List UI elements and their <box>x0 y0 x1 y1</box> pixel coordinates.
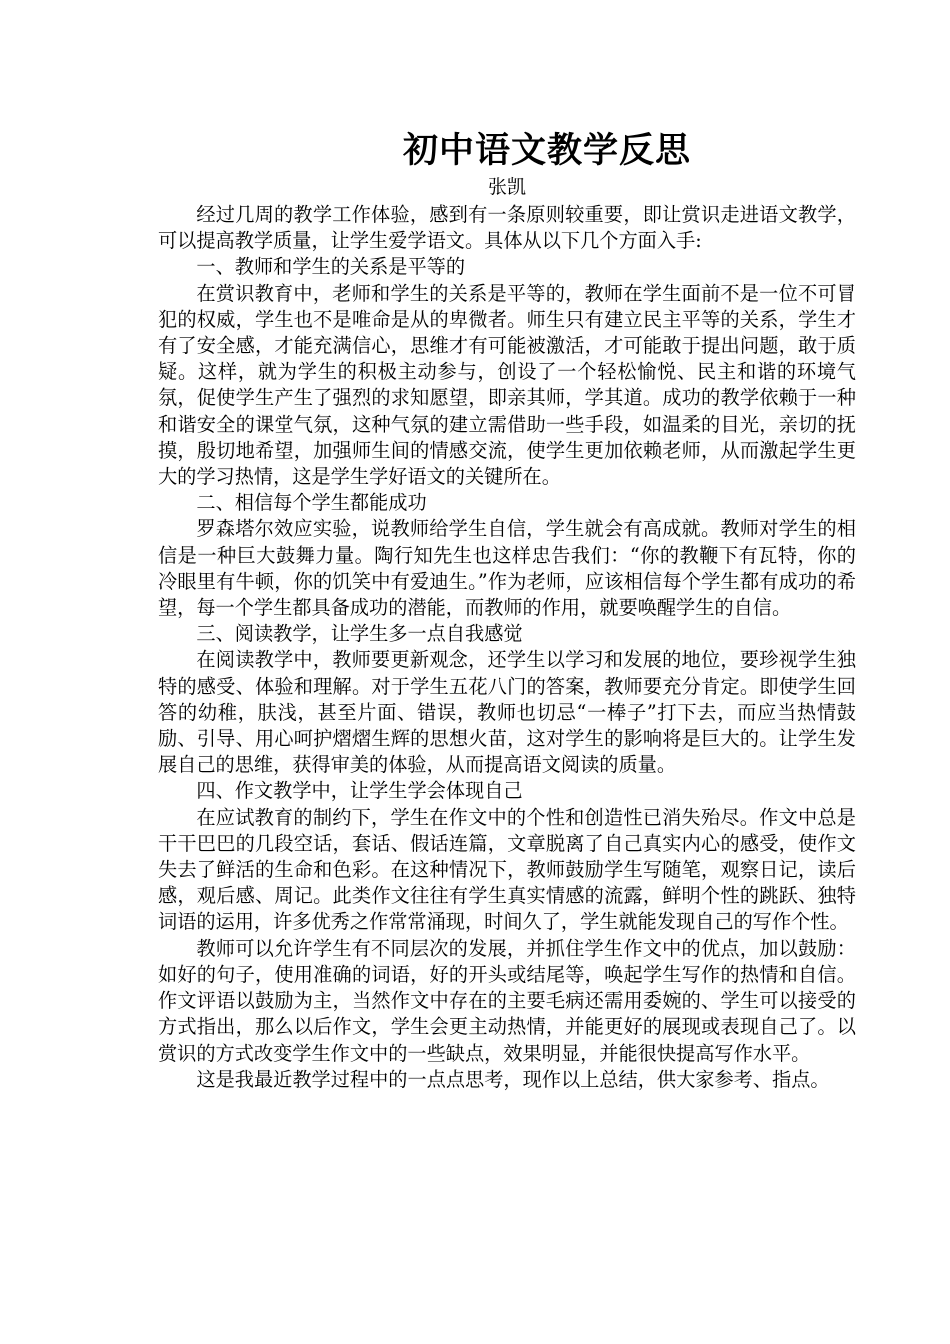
section-paragraph-1: 在赏识教育中，老师和学生的关系是平等的，教师在学生面前不是一位不可冒犯的权威，学生也不是唯命是从的卑微者。师生只有建立民主平等的关系，学生才有了安全感，才能充满信心，思维才有可能被激活，才可能敢于提出问题，敢于质疑。这样，就为学生的积极主动参与，创设了一个轻松愉悦、民主和谐的环境气氛，促使学生产生了强烈的求知愿望，即亲其师，学其道。成功的教学依赖于一种和谐安全的课堂气氛，这种气氛的建立需借助一些手段，如温柔的目光，亲切的抚摸，殷切地希望，加强师生间的情感交流，使学生更加依赖老师，从而激起学生更大的学习热情，这是学生学好语文的关键所在。 <box>158 281 856 489</box>
section-heading-2: 二、相信每个学生都能成功 <box>196 491 427 515</box>
document-author: 张凯 <box>487 176 526 198</box>
document-body <box>158 202 856 1093</box>
section-heading-3: 三、阅读教学，让学生多一点自我感觉 <box>196 622 523 646</box>
section-paragraph-4b: 教师可以允许学生有不同层次的发展，并抓住学生作文中的优点，加以鼓励：如好的句子，使用准确的词语，好的开头或结尾等，唤起学生写作的热情和自信。作文评语以鼓励为主，当然作文中存在的主要毛病还需用委婉的、学生可以接受的方式指出，那么以后作文，学生会更主动热情，并能更好的展现或表现自己了。以赏识的方式改变学生作文中的一些缺点，效果明显，并能很快提高写作水平。 <box>158 936 856 1065</box>
section-paragraph-2: 罗森塔尔效应实验，说教师给学生自信，学生就会有高成就。教师对学生的相信是一种巨大鼓舞力量。陶行知先生也这样忠告我们：“你的教鞭下有瓦特，你的冷眼里有牛顿，你的饥笑中有爱迪生。”作为老师，应该相信每个学生都有成功的希望，每一个学生都具备成功的潜能，而教师的作用，就要唤醒学生的自信。 <box>158 517 856 620</box>
section-heading-4: 四、作文教学中，让学生学会体现自己 <box>196 779 523 803</box>
section-paragraph-4a: 在应试教育的制约下，学生在作文中的个性和创造性已消失殆尽。作文中总是干干巴巴的几段空话，套话、假话连篇，文章脱离了自己真实内心的感受，使作文失去了鲜活的生命和色彩。在这种情况下，教师鼓励学生写随笔，观察日记，读后感，观后感、周记。此类作文往往有学生真实情感的流露，鲜明个性的跳跃、独特词语的运用，许多优秀之作常常涌现，时间久了，学生就能发现自己的写作个性。 <box>158 805 856 934</box>
section-heading-1: 一、教师和学生的关系是平等的 <box>196 255 466 279</box>
intro-paragraph: 经过几周的教学工作体验，感到有一条原则较重要，即让赏识走进语文教学，可以提高教学质量，让学生爱学语文。具体从以下几个方面入手: <box>158 203 856 253</box>
section-paragraph-3: 在阅读教学中，教师要更新观念，还学生以学习和发展的地位，要珍视学生独特的感受、体验和理解。对于学生五花八门的答案，教师要充分肯定。即使学生回答的幼稚，肤浅，甚至片面、错误，教师也切忌“一棒子”打下去，而应当热情鼓励、引导、用心呵护熠熠生辉的思想火苗，这对学生的影响将是巨大的。让学生发展自己的思维，获得审美的体验，从而提高语文阅读的质量。 <box>158 648 856 777</box>
document-page <box>158 128 856 1093</box>
document-title: 初中语文教学反思 <box>402 130 691 171</box>
closing-paragraph: 这是我最近教学过程中的一点点思考，现作以上总结，供大家参考、指点。 <box>196 1067 830 1091</box>
